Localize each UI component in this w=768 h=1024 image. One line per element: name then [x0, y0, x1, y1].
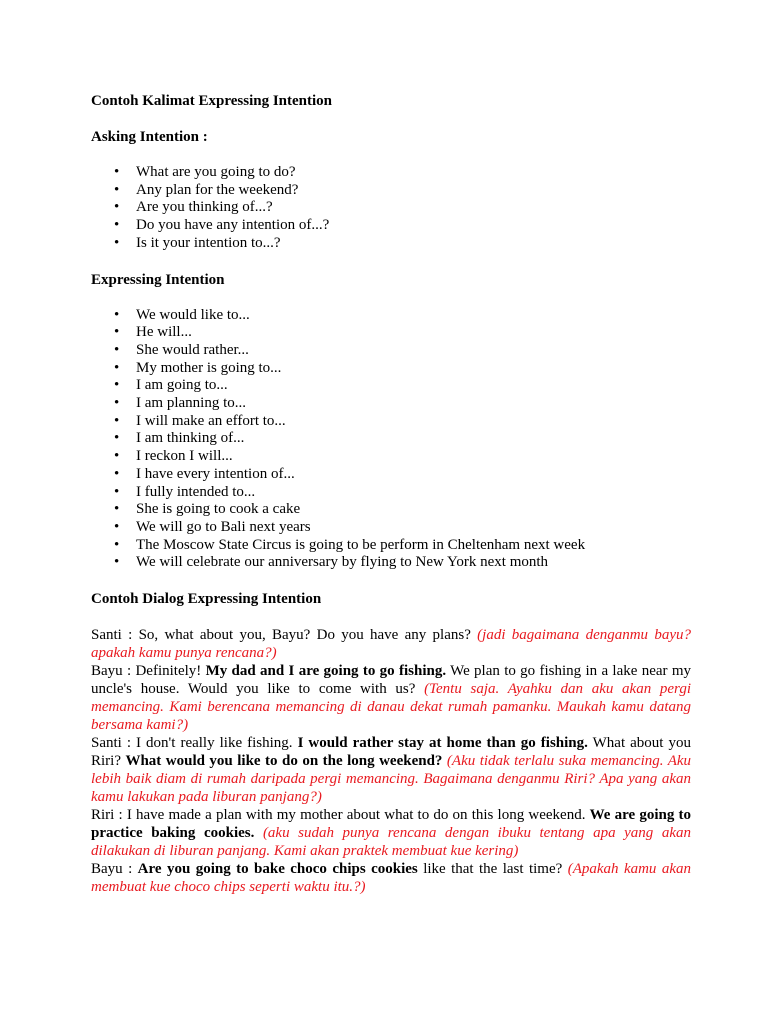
- list-item: • Do you have any intention of...?: [91, 217, 691, 235]
- dialog-text: [254, 825, 263, 841]
- dialog-bold-text: We are going to practice baking cookies.: [91, 807, 691, 842]
- dialog-line: [91, 806, 691, 860]
- list-item: • We will celebrate our anniversary by flying to New York next month: [91, 554, 691, 572]
- dialog-text: Santi : So, what about you, Bayu? Do you have any plans?: [91, 627, 478, 644]
- list-item: • We will go to Bali next years: [91, 519, 691, 537]
- dialog-body: [91, 626, 691, 896]
- list-item: • I am planning to...: [91, 395, 691, 413]
- dialog-bold-text: I would rather stay at home than go fishing.: [297, 735, 588, 752]
- list-item: • She would rather...: [91, 342, 691, 360]
- list-item: • I am going to...: [91, 377, 691, 395]
- asking-list: [91, 164, 691, 253]
- dialog-bold-text: What would you like to do on the long weekend?: [125, 753, 443, 770]
- dialog-text: Bayu : Definitely!: [91, 663, 206, 680]
- translation-text: (aku sudah punya rencana dengan ibuku tentang apa yang akan dilakukan di liburan panjang. Kami akan praktek membuat kue kering): [91, 825, 691, 860]
- list-item: • I have every intention of...: [91, 466, 691, 484]
- dialog-text: Riri : I have made a plan with my mother about what to do on this long weekend.: [91, 807, 590, 824]
- translation-text: (Tentu saja. Ayahku dan aku akan pergi memancing. Kami berencana memancing di danau dekat rumah pamanku. Maukah kamu datang bersama kami?): [91, 681, 691, 734]
- dialog-bold-text: My dad and I are going to go fishing.: [205, 663, 447, 680]
- list-item: • I fully intended to...: [91, 484, 691, 502]
- asking-heading: Asking Intention :: [91, 129, 208, 145]
- document-title: Contoh Kalimat Expressing Intention: [91, 93, 333, 109]
- dialog-line: [91, 662, 691, 734]
- list-item: • What are you going to do?: [91, 164, 691, 182]
- dialog-text: What about you Riri?: [91, 735, 691, 770]
- dialog-text: We plan to go fishing in a lake near my uncle's house. Would you like to come with us?: [91, 663, 692, 698]
- list-item: • She is going to cook a cake: [91, 501, 691, 519]
- list-item: • We would like to...: [91, 307, 691, 325]
- list-item: • Is it your intention to...?: [91, 235, 691, 253]
- list-item: • My mother is going to...: [91, 360, 691, 378]
- translation-text: (Apakah kamu akan membuat kue choco chips seperti waktu itu.?): [91, 861, 692, 896]
- dialog-heading: Contoh Dialog Expressing Intention: [91, 591, 322, 608]
- expressing-list: [91, 307, 691, 573]
- translation-text: (Aku tidak terlalu suka memancing. Aku lebih baik diam di rumah daripada pergi memancing. Bagaimana denganmu Riri? Apa yang akan kamu lakukan pada liburan panjang?): [91, 753, 692, 806]
- translation-text: (jadi bagaimana denganmu bayu? apakah kamu punya rencana?): [91, 627, 691, 662]
- dialog-line: [91, 626, 691, 662]
- document-page: [91, 92, 691, 896]
- list-item: • I am thinking of...: [91, 430, 691, 448]
- list-item: • Are you thinking of...?: [91, 199, 691, 217]
- expressing-heading: Expressing Intention: [91, 271, 225, 288]
- dialog-line: [91, 860, 691, 896]
- list-item: • He will...: [91, 324, 691, 342]
- list-item: • I reckon I will...: [91, 448, 691, 466]
- dialog-bold-text: Are you going to bake choco chips cookies: [137, 861, 418, 878]
- dialog-line: [91, 734, 691, 806]
- list-item: • I will make an effort to...: [91, 413, 691, 431]
- dialog-text: Santi : I don't really like fishing.: [91, 735, 298, 752]
- dialog-text: like that the last time?: [417, 861, 568, 878]
- list-item: • The Moscow State Circus is going to be perform in Cheltenham next week: [91, 537, 691, 555]
- list-item: • Any plan for the weekend?: [91, 182, 691, 200]
- dialog-text: Bayu :: [91, 861, 138, 878]
